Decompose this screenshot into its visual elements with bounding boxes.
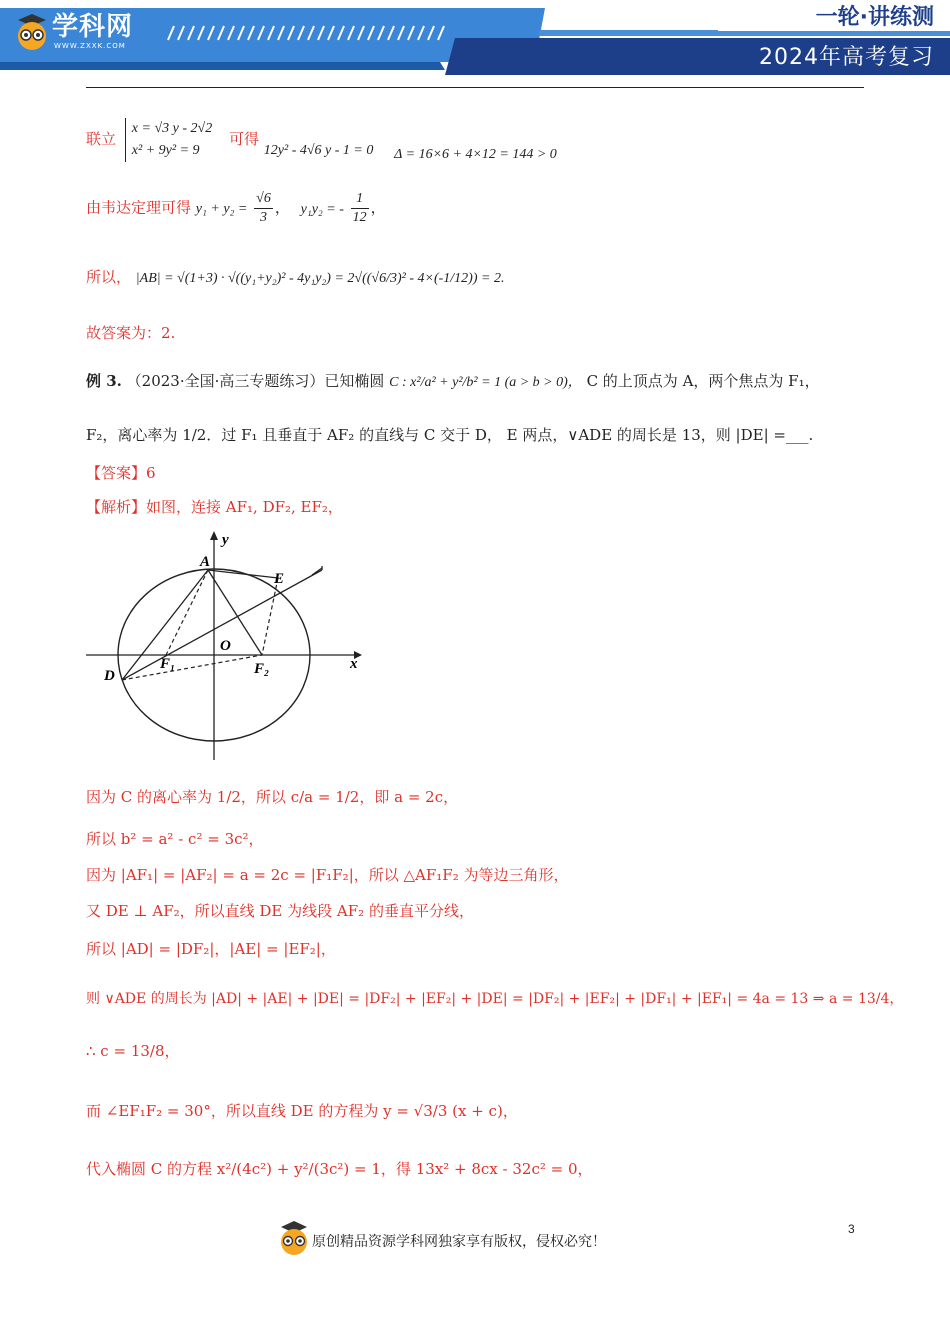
label-e: E xyxy=(274,571,285,587)
analysis-text: 如图，连接 AF₁, DF₂, EF₂， xyxy=(146,498,343,516)
footer-mascot-icon xyxy=(278,1220,310,1256)
step-5: 所以 |AD| = |DF₂|，|AE| = |EF₂|， xyxy=(86,940,336,958)
year-label: 2024年高考复习 xyxy=(759,45,934,70)
analysis-line xyxy=(86,496,343,517)
sum-lhs: y₁ + y₂ = xyxy=(195,201,248,217)
logo-mascot-icon xyxy=(14,12,50,52)
sum-fraction xyxy=(254,190,273,227)
discriminant: Δ = 16×6 + 4×12 = 144 > 0 xyxy=(394,147,557,162)
label-o: O xyxy=(220,638,231,654)
prod-fraction xyxy=(351,190,369,227)
line-ab-length xyxy=(86,266,504,287)
label-vieta: 由韦达定理可得 xyxy=(86,198,192,217)
equation-system xyxy=(125,118,212,162)
header-banner xyxy=(0,0,950,75)
example-title: 例 3. xyxy=(86,372,122,390)
footer-notice: 原创精品资源学科网独家享有版权，侵权必究！ xyxy=(312,1234,606,1250)
label-d: D xyxy=(104,668,115,684)
prod-den: 12 xyxy=(352,210,367,225)
label-suoyi: 所以， xyxy=(86,268,132,286)
equation-1: x = √3 y - 2√2 xyxy=(131,121,213,136)
header-divider xyxy=(86,87,864,88)
step-9: 代入椭圆 C 的方程 x²/(4c²) + y²/(3c²) = 1，得 13x² + 8cx - 32c² = 0， xyxy=(86,1160,593,1178)
logo-url: WWW.ZXXK.COM xyxy=(54,42,126,50)
step-7: ∴ c = 13/8， xyxy=(86,1042,180,1060)
example-line-2: F₂，离心率为 1/2．过 F₁ 且垂直于 AF₂ 的直线与 C 交于 D， E 两点，∨ADE 的周长是 13，则 |DE| =___. xyxy=(86,426,814,444)
answer-tag: 【答案】6 xyxy=(86,464,156,482)
label-y: y xyxy=(222,532,229,548)
analysis-tag: 【解析】 xyxy=(86,498,147,516)
label-x: x xyxy=(350,656,358,672)
step-8: 而 ∠EF₁F₂ = 30°，所以直线 DE 的方程为 y = √3/3 (x + c)， xyxy=(86,1102,518,1120)
ab-expression: |AB| = √(1+3) · √((y₁+y₂)² - 4y₁y₂) = 2√((√6/3)² - 4×(-1/12)) = 2. xyxy=(135,271,505,286)
label-f2: F₂ xyxy=(254,661,270,677)
label-f1: F₁ xyxy=(160,656,176,672)
line-answer: 故答案为：2. xyxy=(86,324,176,342)
label-keyi: 可得 xyxy=(228,130,259,148)
example-line-1 xyxy=(86,370,820,391)
logo-text: 学科网 xyxy=(52,12,134,42)
step-2: 所以 b² = a² - c² = 3c²， xyxy=(86,830,264,848)
line-simultaneous xyxy=(86,118,557,162)
sum-num: √6 xyxy=(254,190,273,209)
equation-2: x² + 9y² = 9 xyxy=(131,143,200,158)
segment-df2 xyxy=(122,655,262,680)
step-3: 因为 |AF₁| = |AF₂| = a = 2c = |F₁F₂|，所以 △AF₁F₂ 为等边三角形， xyxy=(86,866,569,884)
prod-lhs: y₁y₂ = - xyxy=(300,201,344,217)
series-title: 一轮·讲练测 xyxy=(815,5,934,30)
label-a: A xyxy=(200,554,211,570)
example-source: （2023·全国·高三专题练习）已知椭圆 xyxy=(126,372,385,390)
page-number: 3 xyxy=(848,1222,855,1236)
ellipse-figure xyxy=(86,528,376,763)
label-lianli: 联立 xyxy=(86,130,117,148)
y-axis-arrow-icon xyxy=(210,531,218,540)
example-rest: C 的上顶点为 A，两个焦点为 F₁， xyxy=(586,372,820,390)
segment-ae xyxy=(208,570,278,578)
segment-af2 xyxy=(208,570,262,655)
sum-den: 3 xyxy=(259,210,267,225)
step-1: 因为 C 的离心率为 1/2，所以 c/a = 1/2，即 a = 2c， xyxy=(86,788,459,806)
line-vieta: 由韦达定理可得 y₁ + y₂ = $\frac{√6}{3}$ ， y₁y₂ = - $\frac{1}{12}$ ， xyxy=(86,191,386,225)
segment-af1 xyxy=(166,570,208,655)
step-6: 则 ∨ADE 的周长为 |AD| + |AE| + |DE| = |DF₂| + |EF₂| + |DE| = |DF₂| + |EF₂| + |DF₁| + |EF₁| = 4a = 13 ⇒ a = 13/4， xyxy=(86,991,904,1007)
step-4: 又 DE ⊥ AF₂，所以直线 DE 为线段 AF₂ 的垂直平分线， xyxy=(86,902,474,920)
quadratic-result: 12y² - 4√6 y - 1 = 0 xyxy=(263,143,374,158)
line-de xyxy=(122,570,322,680)
ellipse-equation: C : x²/a² + y²/b² = 1 (a > b > 0)， xyxy=(389,375,582,390)
prod-num: 1 xyxy=(351,190,369,209)
